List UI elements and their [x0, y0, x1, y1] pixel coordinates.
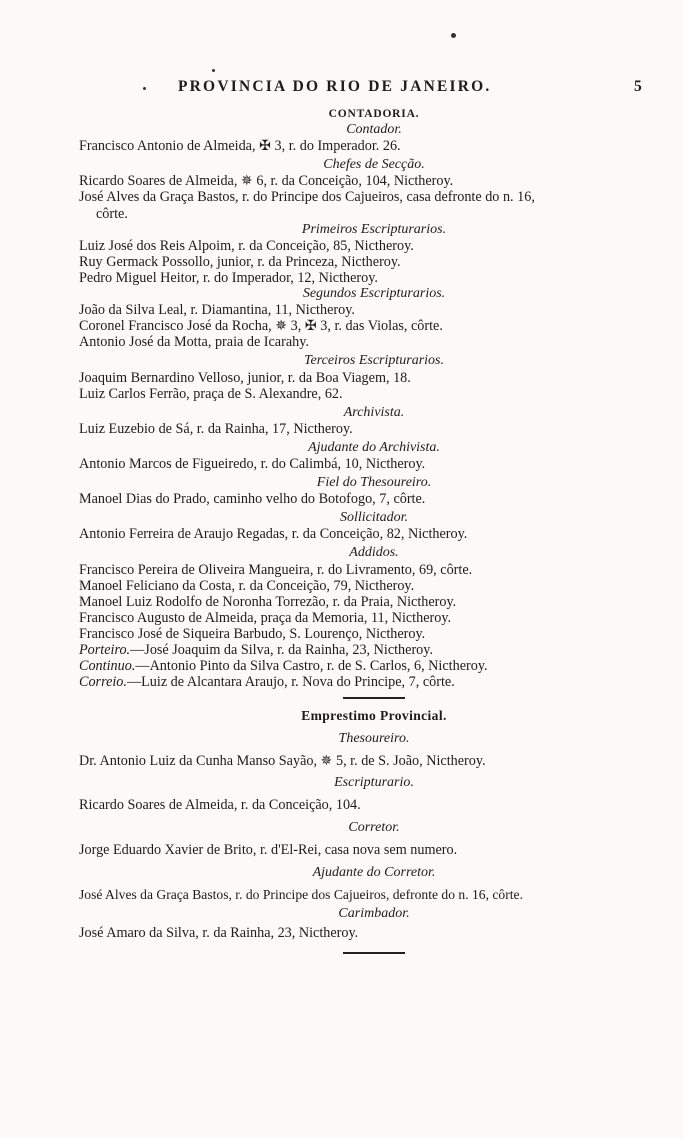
section-title-emprestimo: Emprestimo Provincial.	[301, 708, 447, 724]
entry-line: Pedro Miguel Heitor, r. do Imperador, 12, Nictheroy.	[79, 269, 378, 286]
entry-line: Antonio Marcos de Figueiredo, r. do Calimbá, 10, Nictheroy.	[79, 455, 426, 472]
official-text: —José Joaquim da Silva, r. da Rainha, 23, Nictheroy.	[130, 642, 433, 658]
running-title: PROVINCIA DO RIO DE JANEIRO.	[178, 78, 492, 95]
entry-line: Francisco Pereira de Oliveira Manguеira, r. do Livramento, 69, côrte.	[79, 561, 473, 578]
entry-line: Francisco Antonio de Almeida, ✠ 3, r. do Imperador. 26.	[79, 138, 401, 155]
page-number: 5	[634, 78, 642, 95]
entry-line: João da Silva Leal, r. Diamantina, 11, Nictheroy.	[79, 302, 355, 319]
official-role: Correio.	[79, 674, 127, 691]
role-heading: Carimbador.	[338, 906, 410, 922]
entry-line: Coronel Francisco José da Rocha, ✵ 3, ✠ 3, r. das Violas, côrte.	[79, 318, 443, 335]
role-heading: Thesoureiro.	[338, 730, 410, 746]
end-divider	[343, 952, 405, 954]
entry-line: Antonio José da Motta, praia de Icarahy.	[79, 334, 309, 351]
role-heading: Sollicitador.	[339, 510, 409, 526]
role-heading: Terceiros Escripturarios.	[303, 353, 444, 369]
official-text: —Luiz de Alcantara Araujo, r. Nova do Principe, 7, côrte.	[126, 674, 455, 691]
official-line-continuo	[79, 658, 669, 674]
entry-line: Ruy Germack Possollo, junior, r. da Princeza, Nictheroy.	[79, 253, 401, 270]
entry-line: Jorge Eduardo Xavier de Brito, r. d'El-Rei, casa nova sem numero.	[79, 842, 458, 859]
entry-line: Francisco Augusto de Almeida, praça da Memoria, 11, Nictheroy.	[79, 609, 452, 626]
page-header	[0, 78, 683, 100]
official-role: Continuo.	[79, 658, 136, 675]
role-heading: Segundos Escripturarios.	[302, 286, 446, 302]
entry-line: Luiz Carlos Ferrão, praça de S. Alexandre, 62.	[79, 385, 343, 402]
official-line-porteiro	[79, 642, 669, 658]
header-bullet	[143, 87, 146, 90]
entry-continuation: côrte.	[96, 205, 128, 222]
official-text: —Antonio Pinto da Silva Castro, r. de S. Carlos, 6, Nictheroy.	[135, 658, 488, 675]
entry-line: José Amaro da Silva, r. da Rainha, 23, Nictheroy.	[79, 925, 359, 942]
role-heading: Addidos.	[349, 545, 399, 561]
entry-line: Luiz José dos Reis Alpoim, r. da Conceição, 85, Nictheroy.	[79, 237, 414, 254]
role-heading: Escripturario.	[334, 775, 414, 791]
role-heading: Fiel do Thesoureiro.	[316, 475, 432, 491]
entry-line: Francisco José de Siqueira Barbudo, S. Lourenço, Nictheroy.	[79, 625, 426, 642]
entry-line: Luiz Euzebio de Sá, r. da Rainha, 17, Nictheroy.	[79, 420, 353, 437]
section-divider	[343, 697, 405, 699]
page-body	[79, 106, 669, 960]
role-heading: Contador.	[346, 122, 402, 138]
role-heading: Chefes de Secção.	[323, 157, 425, 173]
print-speck	[451, 33, 456, 38]
entry-line: Antonio Ferreira de Araujo Regadas, r. da Conceição, 82, Nictheroy.	[79, 526, 468, 543]
entry-line: Dr. Antonio Luiz da Cunha Manso Sayão, ✵ 5, r. de S. João, Nictheroy.	[79, 752, 486, 769]
entry-line: Ricardo Soares de Almeida, r. da Conceição, 104.	[79, 797, 361, 814]
role-heading: Ajudante do Corretor.	[312, 864, 436, 880]
official-line-correio	[79, 674, 669, 690]
official-role: Porteiro.	[79, 642, 131, 658]
entry-line: Joaquim Bernardino Velloso, junior, r. da Boa Viagem, 18.	[79, 369, 411, 386]
print-speck	[212, 69, 215, 72]
section-emprestimo	[79, 705, 669, 945]
entry-line: José Alves da Graça Bastos, r. do Principe dos Cajueiros, defronte do n. 16, côrte.	[79, 886, 523, 902]
role-heading: Corretor.	[348, 820, 400, 836]
entry-line: Manoel Luiz Rodolfo de Noronha Torrezão, r. da Praia, Nictheroy.	[79, 593, 457, 610]
role-heading: Ajudante do Archivista.	[308, 439, 440, 455]
section-title-contadoria: CONTADORIA.	[328, 108, 420, 120]
entry-line: Ricardo Soares de Almeida, ✵ 6, r. da Conceição, 104, Nictheroy.	[79, 173, 454, 190]
entry-line: Manoel Dias do Prado, caminho velho do Botofogo, 7, côrte.	[79, 491, 426, 508]
role-heading: Archivista.	[343, 404, 405, 420]
entry-line: Manoel Feliciano da Costa, r. da Conceição, 79, Nictheroy.	[79, 577, 415, 594]
role-heading: Primeiros Escripturarios.	[301, 221, 447, 237]
entry-line: José Alves da Graça Bastos, r. do Principe dos Cajueiros, casa defronte do n. 16,	[79, 189, 535, 206]
